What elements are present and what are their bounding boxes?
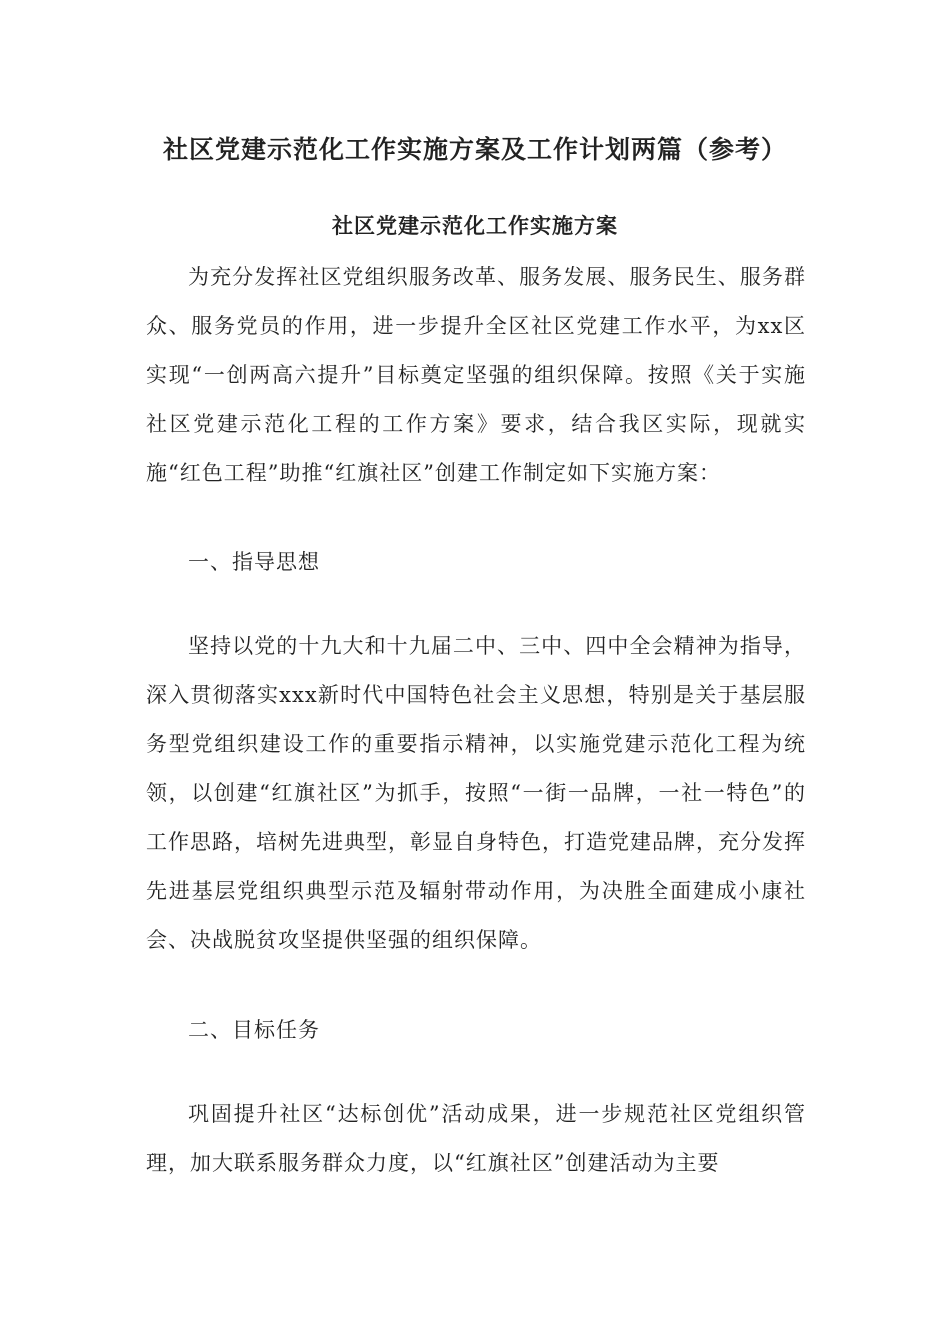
paragraph-text: 巩固提升社区“达标创优”活动成果，进一步规范社区党组织管理，加大联系服务群众力度，以“红旗社区”创建活动为主要 <box>146 1102 806 1175</box>
section-heading-text: 一、指导思想 <box>188 550 320 574</box>
section-heading-guiding-ideology <box>146 538 806 587</box>
paragraph-guiding-ideology <box>146 622 806 965</box>
section-heading-objectives <box>146 1006 806 1055</box>
paragraph-text: 为充分发挥社区党组织服务改革、服务发展、服务民生、服务群众、服务党员的作用，进一步提升全区社区党建工作水平，为xx区实现“一创两高六提升”目标奠定坚强的组织保障。按照《关于实施社区党建示范化工程的工作方案》要求，结合我区实际，现就实施“红色工程”助推“红旗社区”创建工作制定如下实施方案： <box>146 265 806 485</box>
paragraph-intro <box>146 253 806 498</box>
paragraph-objectives <box>146 1090 806 1188</box>
document-subtitle: 社区党建示范化工作实施方案 <box>332 214 618 238</box>
section-heading-text: 二、目标任务 <box>188 1018 320 1042</box>
paragraph-text: 坚持以党的十九大和十九届二中、三中、四中全会精神为指导，深入贯彻落实xxx新时代中国特色社会主义思想，特别是关于基层服务型党组织建设工作的重要指示精神，以实施党建示范化工程为统领，以创建“红旗社区”为抓手，按照“一街一品牌，一社一特色”的工作思路，培树先进典型，彰显自身特色，打造党建品牌，充分发挥先进基层党组织典型示范及辐射带动作用，为决胜全面建成小康社会、决战脱贫攻坚提供坚强的组织保障。 <box>146 634 806 952</box>
document-title: 社区党建示范化工作实施方案及工作计划两篇（参考） <box>162 135 787 164</box>
